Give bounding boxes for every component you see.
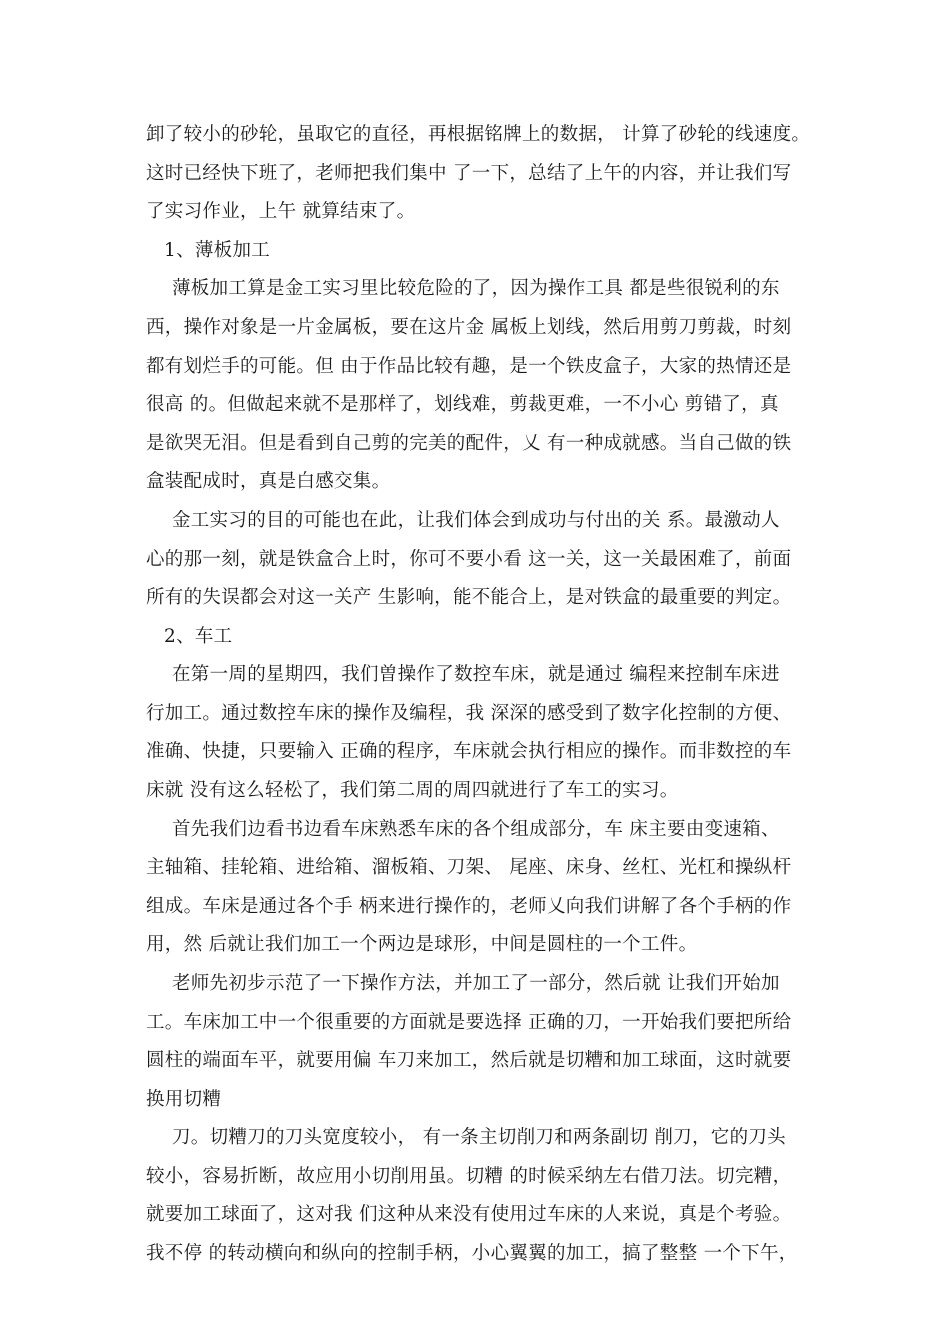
section-heading: 1、薄板加工	[164, 240, 271, 261]
text-line: 老师先初步示范了一下操作方法，并加工了一部分，然后就 让我们开始加	[172, 973, 780, 994]
text-line: 床就 没有这么轻松了，我们第二周的周四就进行了车工的实习。	[146, 780, 679, 801]
text-line: 是欲哭无泪。但是看到自己剪的完美的配件，乂 有一种成就感。当自己做的铁	[146, 433, 792, 454]
text-line: 在第一周的星期四，我们曽操作了数控车床，就是通过 编程来控制车床进	[172, 664, 780, 685]
text-line: 主轴箱、挂轮箱、进给箱、溜板箱、刀架、 尾座、床身、丝杠、光杠和操纵杆	[146, 857, 792, 878]
text-line: 了实习作业，上午 就算结束了。	[146, 201, 416, 222]
text-line: 都有划烂手的可能。但 由于作品比较有趣，是一个铁皮盒子，大家的热情还是	[146, 356, 792, 377]
text-line: 心的那一刻，就是铁盒合上时，你可不要小看 这一关，这一关最困难了，前面	[146, 549, 792, 570]
text-line: 组成。车床是通过各个手 柄来进行操作的，老师乂向我们讲解了各个手柄的作	[146, 896, 792, 917]
text-line: 卸了较小的砂轮，虽取它的直径，再根据铭牌上的数据， 计算了砂轮的线速度。	[146, 124, 811, 145]
text-line: 用，然 后就让我们加工一个两边是球形，中间是圆柱的一个工件。	[146, 934, 698, 955]
text-line: 就要加工球面了，这对我 们这种从来没有使用过车床的人来说，真是个考验。	[146, 1204, 792, 1225]
text-line: 行加工。通过数控车床的操作及编程，我 深深的感受到了数字化控制的方便、	[146, 703, 792, 724]
text-line: 首先我们边看书边看车床熟悉车床的各个组成部分，车 床主要由变速箱、	[172, 819, 780, 840]
text-line: 金工实习的目的可能也在此，让我们体会到成功与付出的关 系。最激动人	[172, 510, 780, 531]
text-line: 这时已经快下班了，老师把我们集中 了一下，总结了上午的内容，并让我们写	[146, 163, 792, 184]
text-line: 刀。切糟刀的刀头宽度较小， 有一条主切削刀和两条副切 削刀，它的刀头	[172, 1127, 786, 1148]
text-line: 换用切糟	[146, 1089, 222, 1110]
text-line: 较小，容易折断，故应用小切削用虽。切糟 的时候采纳左右借刀法。切完糟，	[146, 1166, 792, 1187]
text-line: 我不停 的转动横向和纵向的控制手柄，小心翼翼的加工，搞了整整 一个下午，	[146, 1243, 798, 1264]
text-line: 工。车床加工中一个很重要的方面就是要选择 正确的刀，一开始我们要把所给	[146, 1012, 792, 1033]
text-line: 很高 的。但做起来就不是那样了，划线难，剪裁更难，一不小心 剪错了，真	[146, 394, 779, 415]
text-line: 盒装配成时，真是白感交集。	[146, 471, 391, 492]
text-line: 薄板加工算是金工实习里比较危险的了，因为操作工具 都是些很锐利的东	[172, 278, 780, 299]
section-heading: 2、车工	[164, 626, 233, 647]
text-line: 圆柱的端面车平，就要用偏 车刀来加工，然后就是切糟和加工球面，这时就要	[146, 1050, 792, 1071]
text-line: 西，操作对象是一片金属板，要在这片金 属板上划线，然后用剪刀剪裁，时刻	[146, 317, 792, 338]
text-line: 准确、快捷，只要输入 正确的程序，车床就会执行相应的操作。而非数控的车	[146, 741, 792, 762]
text-line: 所有的失误都会对这一关产 生影响，能不能合上，是对铁盒的最重要的判定。	[146, 587, 792, 608]
